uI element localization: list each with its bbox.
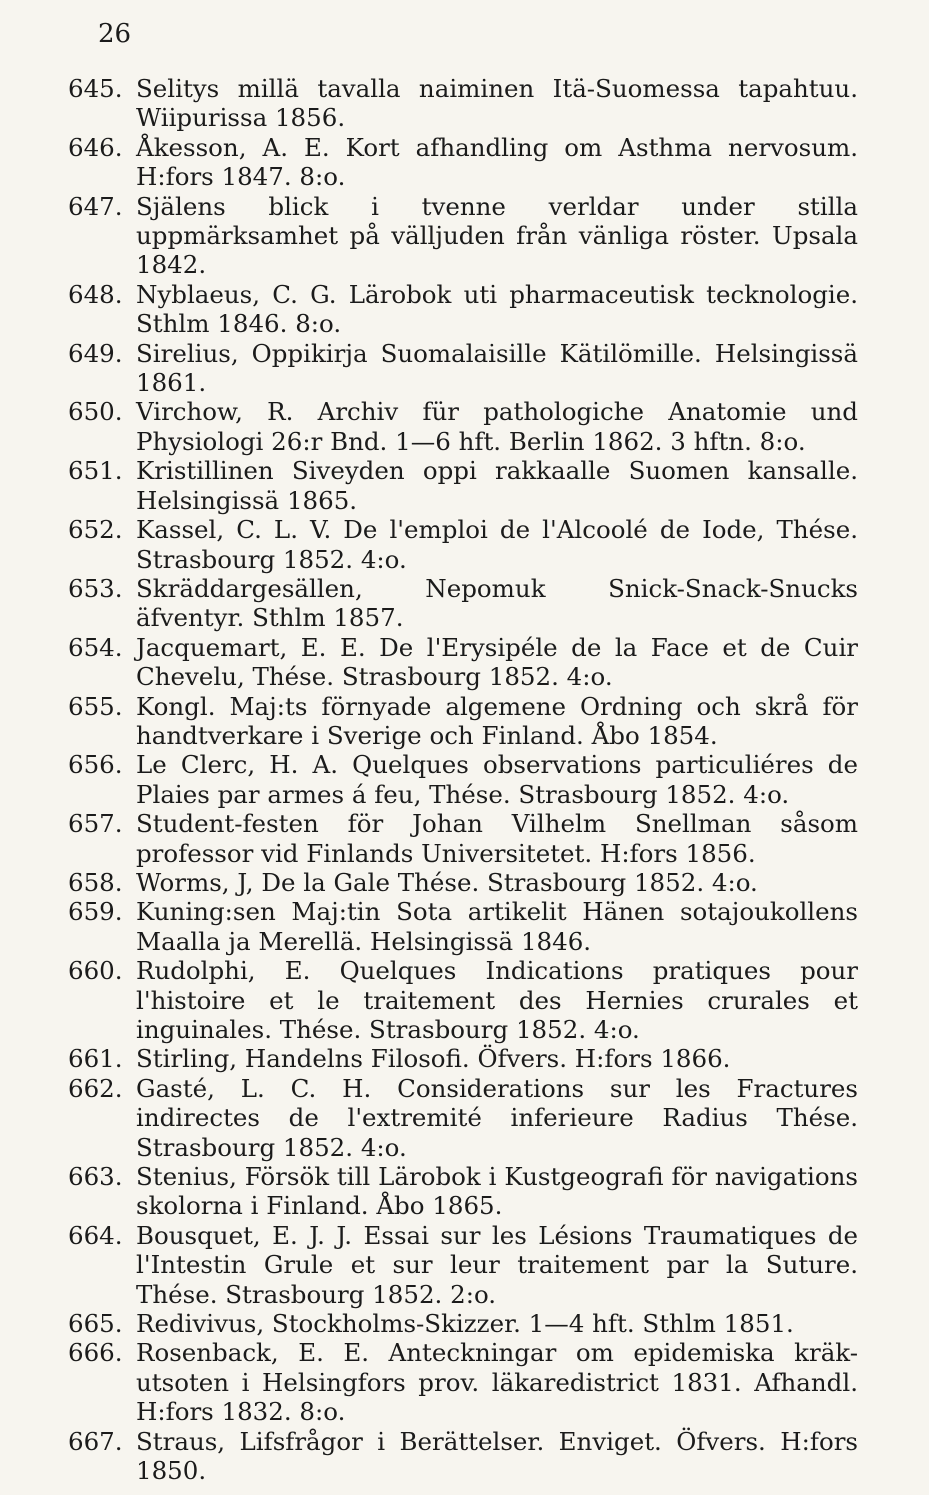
entry-text: Rudolphi, E. Quelques Indications pratiques pour l'histoire et le traitement des Hernies crurales et inguinales. Thése. Strasbourg 1852. 4:o. bbox=[136, 956, 858, 1044]
list-item bbox=[68, 692, 858, 751]
list-item bbox=[68, 633, 858, 692]
entry-text: Redivivus, Stockholms-Skizzer. 1—4 hft. Sthlm 1851. bbox=[136, 1309, 794, 1339]
entry-number: 663. bbox=[68, 1162, 123, 1192]
list-item bbox=[68, 515, 858, 574]
list-item bbox=[68, 750, 858, 809]
entry-text: Kristillinen Siveyden oppi rakkaalle Suomen kansalle. Helsingissä 1865. bbox=[136, 456, 858, 515]
entry-text: Skräddargesällen, Nepomuk Snick-Snack-Snucks äfventyr. Sthlm 1857. bbox=[136, 573, 858, 633]
list-item bbox=[68, 397, 858, 456]
entry-text: Virchow, R. Archiv für pathologiche Anatomie und Physiologi 26:r Bnd. 1—6 hft. Berlin 1862. 3 hftn. 8:o. bbox=[136, 397, 858, 456]
list-item bbox=[68, 74, 858, 133]
entry-text: Le Clerc, H. A. Quelques observations particuliéres de Plaies par armes á feu, Thése. Strasbourg 1852. 4:o. bbox=[136, 750, 858, 809]
list-item bbox=[68, 1427, 858, 1486]
entry-text: Nyblaeus, C. G. Lärobok uti pharmaceutisk tecknologie. Sthlm 1846. 8:o. bbox=[136, 279, 858, 339]
entry-number: 649. bbox=[68, 338, 123, 368]
list-item bbox=[68, 1309, 858, 1338]
list-item bbox=[68, 809, 858, 868]
entry-number: 650. bbox=[68, 397, 123, 427]
list-item bbox=[68, 339, 858, 398]
entry-text: Själens blick i tvenne verldar under stilla uppmärksamhet på välljuden från vänliga röster. Upsala 1842. bbox=[136, 191, 858, 280]
entry-number: 661. bbox=[68, 1044, 123, 1074]
list-item bbox=[68, 868, 858, 897]
entry-number: 648. bbox=[68, 279, 123, 309]
entry-text: Stirling, Handelns Filosofi. Öfvers. H:fors 1866. bbox=[136, 1044, 731, 1074]
entry-number: 664. bbox=[68, 1220, 123, 1250]
list-item bbox=[68, 1221, 858, 1309]
entry-number: 652. bbox=[68, 515, 123, 545]
entry-number: 658. bbox=[68, 867, 123, 897]
entry-number: 645. bbox=[68, 74, 123, 103]
list-item bbox=[68, 956, 858, 1044]
entry-text: Gasté, L. C. H. Considerations sur les Fractures indirectes de l'extremité inferieure Radius Thése. Strasbourg 1852. 4:o. bbox=[136, 1073, 858, 1162]
entry-text: Åkesson, A. E. Kort afhandling om Asthma nervosum. H:fors 1847. 8:o. bbox=[136, 132, 858, 192]
entry-text: Kuning:sen Maj:tin Sota artikelit Hänen sotajoukollens Maalla ja Merellä. Helsingissä 1846. bbox=[136, 897, 858, 956]
entry-number: 653. bbox=[68, 573, 123, 603]
entry-number: 657. bbox=[68, 809, 123, 839]
entry-number: 646. bbox=[68, 132, 123, 162]
list-item bbox=[68, 897, 858, 956]
list-item bbox=[68, 456, 858, 515]
entry-text: Kassel, C. L. V. De l'emploi de l'Alcoolé de Iode, Thése. Strasbourg 1852. 4:o. bbox=[136, 515, 858, 574]
entry-number: 665. bbox=[68, 1309, 123, 1339]
list-item bbox=[68, 1044, 858, 1073]
list-item bbox=[68, 133, 858, 192]
entry-text: Kongl. Maj:ts förnyade algemene Ordning och skrå för handtverkare i Sverige och Finland. Åbo 1854. bbox=[136, 691, 858, 750]
entry-text: Selitys millä tavalla naiminen Itä-Suomessa tapahtuu. Wiipurissa 1856. bbox=[136, 74, 858, 133]
entry-number: 659. bbox=[68, 897, 123, 927]
entry-text: Sirelius, Oppikirja Suomalaisille Kätilömille. Helsingissä 1861. bbox=[136, 338, 858, 398]
entry-number: 660. bbox=[68, 956, 123, 986]
entry-text: Student-festen för Johan Vilhelm Snellman såsom professor vid Finlands Universitetet. H:fors 1856. bbox=[136, 809, 858, 868]
list-item bbox=[68, 1162, 858, 1221]
entry-number: 662. bbox=[68, 1073, 123, 1103]
entry-number: 656. bbox=[68, 750, 123, 780]
entry-number: 654. bbox=[68, 632, 123, 662]
entry-number: 667. bbox=[68, 1426, 123, 1456]
entry-text: Jacquemart, E. E. De l'Erysipéle de la Face et de Cuir Chevelu, Thése. Strasbourg 1852. 4:o. bbox=[136, 632, 858, 692]
bibliography-list bbox=[68, 74, 858, 1486]
entry-text: Rosenback, E. E. Anteckningar om epidemiska kräk-utsoten i Helsingfors prov. läkaredistrict 1831. Afhandl. H:fors 1832. 8:o. bbox=[136, 1338, 858, 1427]
entry-number: 666. bbox=[68, 1338, 123, 1368]
page-number: 26 bbox=[98, 19, 132, 49]
list-item bbox=[68, 574, 858, 633]
entry-text: Bousquet, E. J. J. Essai sur les Lésions Traumatiques de l'Intestin Grule et sur leur traitement par la Suture. Thése. Strasbourg 1852. 2:o. bbox=[136, 1220, 858, 1309]
entry-number: 651. bbox=[68, 456, 123, 486]
list-item bbox=[68, 192, 858, 280]
entry-text: Worms, J, De la Gale Thése. Strasbourg 1852. 4:o. bbox=[136, 867, 758, 897]
list-item bbox=[68, 1338, 858, 1426]
entry-number: 655. bbox=[68, 691, 123, 721]
list-item bbox=[68, 280, 858, 339]
entry-number: 647. bbox=[68, 191, 123, 221]
entry-text: Straus, Lifsfrågor i Berättelser. Enviget. Öfvers. H:fors 1850. bbox=[136, 1426, 858, 1486]
list-item bbox=[68, 1074, 858, 1162]
entry-text: Stenius, Försök till Lärobok i Kustgeografi för navigations skolorna i Finland. Åbo 1865. bbox=[136, 1162, 858, 1221]
